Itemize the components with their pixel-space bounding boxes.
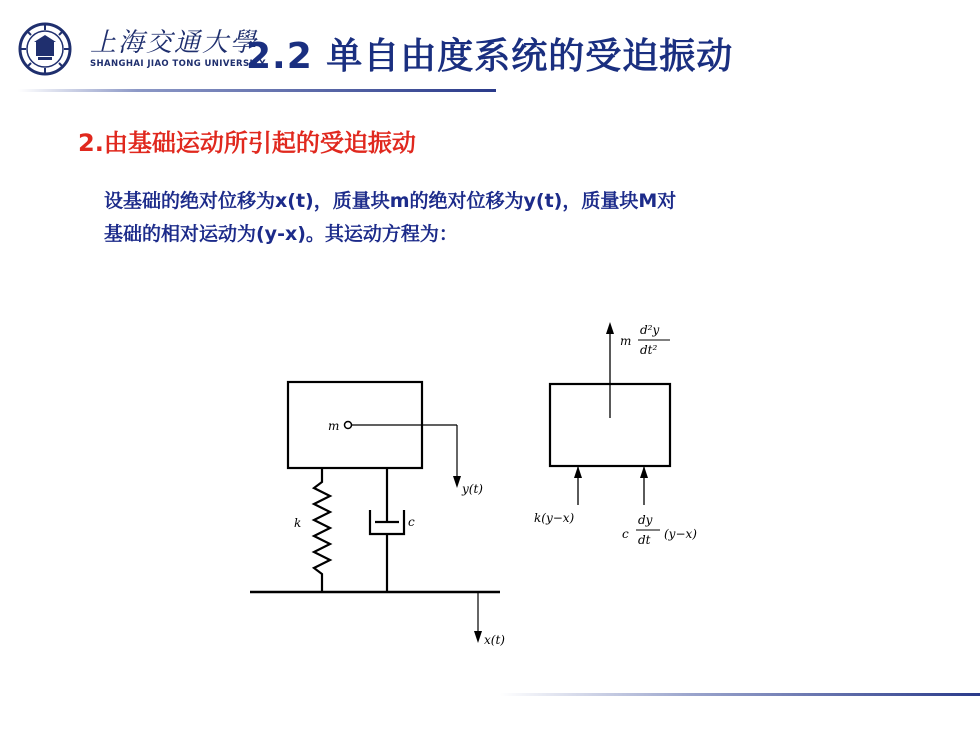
inertia-num: d²y [640, 323, 660, 337]
mass-label: m [328, 419, 340, 433]
body-line-1: 设基础的绝对位移为x(t)，质量块m的绝对位移为y(t)，质量块M对 [104, 190, 677, 212]
slide-title: 2.2 单自由度系统的受迫振动 [246, 36, 734, 77]
body-line-2: 基础的相对运动为(y-x)。其运动方程为： [104, 223, 458, 245]
university-name-cn: 上海交通大學 [90, 28, 259, 58]
spring-label: k [294, 516, 302, 530]
inertia-den: dt² [640, 343, 658, 357]
damper-force-arrow-head [640, 466, 648, 478]
damper-num: dy [638, 513, 653, 527]
damper-coef: c [622, 527, 629, 541]
damper-den: dt [638, 533, 651, 547]
damper-rel: (y−x) [664, 527, 697, 541]
x-arrow-head [474, 631, 482, 643]
spring-force-label: k(y−x) [534, 511, 575, 525]
body-paragraph [104, 185, 924, 251]
title-divider [18, 89, 496, 92]
section-heading: 2.由基础运动所引起的受迫振动 [78, 129, 416, 157]
spring-element [314, 468, 330, 592]
university-seal-icon [18, 22, 72, 76]
inertia-coef: m [620, 334, 632, 348]
y-arrow-head [453, 476, 461, 488]
y-label: y(t) [462, 482, 483, 496]
inertia-arrow-head [606, 322, 614, 334]
base-excitation-diagram [230, 300, 750, 660]
footer-divider [500, 693, 980, 696]
damper-label: c [408, 515, 415, 529]
x-label: x(t) [484, 633, 505, 647]
university-name-en: SHANGHAI JIAO TONG UNIVERSITY [90, 59, 266, 69]
spring-force-arrow-head [574, 466, 582, 478]
